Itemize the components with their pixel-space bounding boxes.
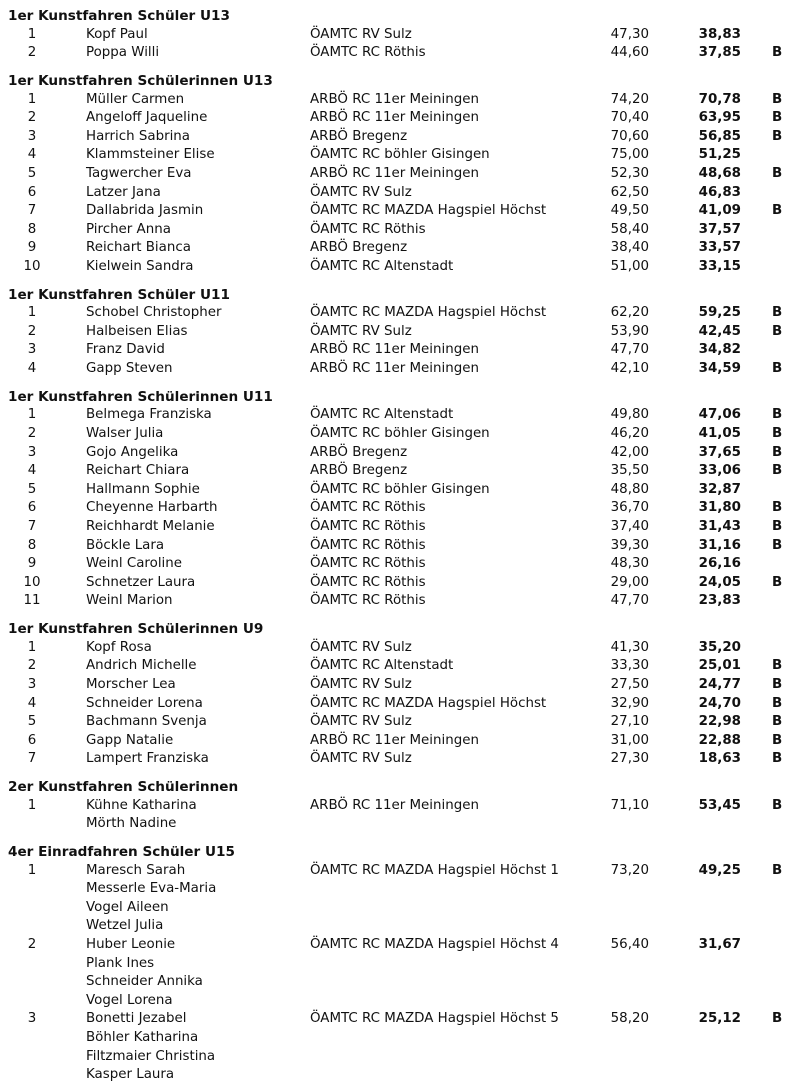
rank-cell: 5 xyxy=(27,481,37,497)
score-raw: 51,00 xyxy=(610,258,649,274)
b-marker: B xyxy=(772,751,783,767)
score-raw: 52,30 xyxy=(610,165,649,181)
results-section xyxy=(0,72,796,277)
result-row xyxy=(0,695,796,714)
rank-cell: 7 xyxy=(27,203,37,219)
club-name: ARBÖ RC 11er Meiningen xyxy=(310,342,479,358)
score-final: 37,65 xyxy=(698,444,741,460)
section-title: 1er Kunstfahren Schülerinnen U13 xyxy=(8,72,273,89)
score-final: 22,98 xyxy=(698,714,741,730)
score-raw: 75,00 xyxy=(610,147,649,163)
athlete-name: Lampert Franziska xyxy=(86,751,209,767)
rank-cell: 2 xyxy=(27,426,37,442)
result-row xyxy=(0,26,796,45)
club-name: ÖAMTC RC MAZDA Hagspiel Höchst xyxy=(310,305,547,321)
score-raw: 48,80 xyxy=(610,481,649,497)
result-row-member xyxy=(0,992,796,1011)
score-final: 22,88 xyxy=(698,732,741,748)
score-final: 59,25 xyxy=(698,305,741,321)
rank-cell: 2 xyxy=(27,110,37,126)
athlete-name: Schneider Lorena xyxy=(86,695,203,711)
score-raw: 47,70 xyxy=(610,342,649,358)
athlete-name: Bonetti Jezabel xyxy=(86,1011,187,1027)
score-raw: 70,40 xyxy=(610,110,649,126)
score-raw: 49,80 xyxy=(610,407,649,423)
result-row-member xyxy=(0,917,796,936)
b-marker: B xyxy=(772,714,783,730)
result-row xyxy=(0,732,796,751)
club-name: ÖAMTC RC MAZDA Hagspiel Höchst xyxy=(310,203,547,219)
score-final: 48,68 xyxy=(698,165,741,181)
result-row xyxy=(0,518,796,537)
score-raw: 46,20 xyxy=(610,426,649,442)
score-raw: 35,50 xyxy=(610,463,649,479)
score-final: 31,16 xyxy=(698,537,741,553)
club-name: ÖAMTC RC Röthis xyxy=(310,45,426,61)
score-raw: 47,30 xyxy=(610,26,649,42)
rank-cell: 1 xyxy=(27,305,37,321)
score-raw: 49,50 xyxy=(610,203,649,219)
rank-cell: 7 xyxy=(27,519,37,534)
result-row xyxy=(0,574,796,593)
athlete-name: Kopf Paul xyxy=(86,26,148,42)
score-raw: 27,30 xyxy=(610,751,649,767)
club-name: ÖAMTC RC Röthis xyxy=(310,221,426,237)
club-name: ÖAMTC RC MAZDA Hagspiel Höchst 5 xyxy=(310,1011,559,1027)
athlete-name: Andrich Michelle xyxy=(86,658,197,674)
club-name: ÖAMTC RC Röthis xyxy=(310,593,426,609)
b-marker: B xyxy=(772,732,783,748)
result-row xyxy=(0,221,796,240)
score-raw: 41,30 xyxy=(610,639,649,655)
rank-cell: 9 xyxy=(27,240,37,256)
score-raw: 29,00 xyxy=(610,574,649,590)
score-final: 18,63 xyxy=(698,751,741,767)
score-raw: 56,40 xyxy=(610,937,649,953)
club-name: ÖAMTC RC Altenstadt xyxy=(310,407,454,423)
b-marker: B xyxy=(772,165,783,181)
result-row xyxy=(0,341,796,360)
club-name: ÖAMTC RC MAZDA Hagspiel Höchst 4 xyxy=(310,937,559,953)
athlete-name: Weinl Marion xyxy=(86,593,173,609)
result-row-member xyxy=(0,815,796,834)
rank-cell: 5 xyxy=(27,714,37,730)
score-raw: 73,20 xyxy=(610,862,649,878)
athlete-name: Messerle Eva-Maria xyxy=(86,881,217,897)
result-row xyxy=(0,462,796,481)
section-title: 4er Einradfahren Schüler U15 xyxy=(8,844,235,861)
score-final: 25,12 xyxy=(698,1011,741,1027)
rank-cell: 10 xyxy=(23,258,41,274)
athlete-name: Müller Carmen xyxy=(86,91,185,107)
score-raw: 27,10 xyxy=(610,714,649,730)
club-name: ÖAMTC RC MAZDA Hagspiel Höchst xyxy=(310,695,547,711)
score-final: 32,87 xyxy=(698,481,741,497)
athlete-name: Dallabrida Jasmin xyxy=(86,203,204,219)
result-row xyxy=(0,406,796,425)
score-raw: 70,60 xyxy=(610,128,649,144)
score-raw: 27,50 xyxy=(610,676,649,692)
club-name: ÖAMTC RC MAZDA Hagspiel Höchst 1 xyxy=(310,862,559,878)
b-marker: B xyxy=(772,1011,783,1027)
athlete-name: Maresch Sarah xyxy=(86,862,186,878)
athlete-name: Schobel Christopher xyxy=(86,305,222,321)
rank-cell: 2 xyxy=(27,658,37,674)
athlete-name: Morscher Lea xyxy=(86,676,176,692)
athlete-name: Belmega Franziska xyxy=(86,407,212,423)
club-name: ÖAMTC RC Altenstadt xyxy=(310,258,454,274)
rank-cell: 1 xyxy=(27,862,37,878)
b-marker: B xyxy=(772,574,783,590)
athlete-name: Kielwein Sandra xyxy=(86,258,194,274)
club-name: ÖAMTC RC böhler Gisingen xyxy=(310,481,490,497)
score-final: 31,80 xyxy=(698,500,741,516)
club-name: ARBÖ RC 11er Meiningen xyxy=(310,361,479,377)
b-marker: B xyxy=(772,500,783,516)
club-name: ÖAMTC RC böhler Gisingen xyxy=(310,147,490,163)
result-row xyxy=(0,165,796,184)
rank-cell: 3 xyxy=(27,676,37,692)
score-raw: 42,00 xyxy=(610,444,649,460)
athlete-name: Reichart Chiara xyxy=(86,463,190,479)
club-name: ÖAMTC RV Sulz xyxy=(310,714,412,730)
athlete-name: Mörth Nadine xyxy=(86,816,177,832)
rank-cell: 3 xyxy=(27,444,37,460)
b-marker: B xyxy=(772,463,783,479)
b-marker: B xyxy=(772,444,783,460)
result-row xyxy=(0,184,796,203)
result-row xyxy=(0,128,796,147)
athlete-name: Filtzmaier Christina xyxy=(86,1048,216,1064)
rank-cell: 11 xyxy=(23,593,41,609)
result-row xyxy=(0,936,796,955)
score-final: 25,01 xyxy=(698,658,741,674)
athlete-name: Gapp Natalie xyxy=(86,732,174,748)
score-final: 35,20 xyxy=(698,639,741,655)
athlete-name: Böhler Katharina xyxy=(86,1030,199,1045)
result-row xyxy=(0,444,796,463)
b-marker: B xyxy=(772,305,783,321)
rank-cell: 8 xyxy=(27,537,37,553)
result-row xyxy=(0,592,796,611)
athlete-name: Franz David xyxy=(86,342,165,358)
b-marker: B xyxy=(772,407,783,423)
rank-cell: 4 xyxy=(27,695,37,711)
rank-cell: 1 xyxy=(27,26,37,42)
score-final: 34,59 xyxy=(698,361,741,377)
section-title: 2er Kunstfahren Schülerinnen xyxy=(8,779,239,796)
result-row-member xyxy=(0,955,796,974)
score-raw: 62,20 xyxy=(610,305,649,321)
result-row xyxy=(0,304,796,323)
score-final: 47,06 xyxy=(698,407,741,423)
rank-cell: 8 xyxy=(27,221,37,237)
club-name: ARBÖ RC 11er Meiningen xyxy=(310,110,479,126)
rank-cell: 6 xyxy=(27,184,37,200)
athlete-name: Kasper Laura xyxy=(86,1067,175,1083)
athlete-name: Wetzel Julia xyxy=(86,918,164,934)
club-name: ARBÖ RC 11er Meiningen xyxy=(310,91,479,107)
club-name: ARBÖ Bregenz xyxy=(310,240,408,256)
score-raw: 32,90 xyxy=(610,695,649,711)
rank-cell: 2 xyxy=(27,323,37,339)
athlete-name: Kopf Rosa xyxy=(86,639,152,655)
result-row xyxy=(0,862,796,881)
score-raw: 42,10 xyxy=(610,361,649,377)
score-raw: 31,00 xyxy=(610,732,649,748)
results-section xyxy=(0,7,796,63)
score-raw: 48,30 xyxy=(610,556,649,572)
score-final: 41,09 xyxy=(698,203,741,219)
result-row xyxy=(0,202,796,221)
result-row-member xyxy=(0,1066,796,1085)
athlete-name: Halbeisen Elias xyxy=(86,323,188,339)
score-final: 33,15 xyxy=(698,258,741,274)
athlete-name: Bachmann Svenja xyxy=(86,714,207,730)
section-title: 1er Kunstfahren Schüler U11 xyxy=(8,286,230,303)
score-final: 24,05 xyxy=(698,574,741,590)
club-name: ÖAMTC RC Röthis xyxy=(310,574,426,590)
score-final: 33,06 xyxy=(698,463,741,479)
score-raw: 58,40 xyxy=(610,221,649,237)
club-name: ÖAMTC RC Altenstadt xyxy=(310,658,454,674)
club-name: ARBÖ RC 11er Meiningen xyxy=(310,797,479,813)
b-marker: B xyxy=(772,110,783,126)
athlete-name: Vogel Lorena xyxy=(86,992,173,1008)
result-row xyxy=(0,239,796,258)
result-row xyxy=(0,109,796,128)
b-marker: B xyxy=(772,45,783,61)
result-row xyxy=(0,537,796,556)
result-row-member xyxy=(0,880,796,899)
b-marker: B xyxy=(772,537,783,553)
score-final: 24,77 xyxy=(698,676,741,692)
score-raw: 47,70 xyxy=(610,593,649,609)
athlete-name: Latzer Jana xyxy=(86,184,161,200)
b-marker: B xyxy=(772,676,783,692)
score-final: 49,25 xyxy=(698,862,741,878)
score-final: 38,83 xyxy=(698,26,741,42)
rank-cell: 1 xyxy=(27,91,37,107)
score-raw: 74,20 xyxy=(610,91,649,107)
rank-cell: 6 xyxy=(27,732,37,748)
score-final: 31,67 xyxy=(698,937,741,953)
result-row xyxy=(0,360,796,379)
score-raw: 37,40 xyxy=(610,519,649,534)
club-name: ÖAMTC RC Röthis xyxy=(310,537,426,553)
club-name: ÖAMTC RC Röthis xyxy=(310,519,426,534)
result-row-member xyxy=(0,899,796,918)
results-section xyxy=(0,620,796,769)
rank-cell: 9 xyxy=(27,556,37,572)
result-row xyxy=(0,750,796,769)
result-row-member xyxy=(0,1029,796,1048)
athlete-name: Kühne Katharina xyxy=(86,797,197,813)
b-marker: B xyxy=(772,323,783,339)
athlete-name: Harrich Sabrina xyxy=(86,128,190,144)
b-marker: B xyxy=(772,203,783,219)
athlete-name: Weinl Caroline xyxy=(86,556,183,572)
results-section xyxy=(0,388,796,611)
club-name: ARBÖ Bregenz xyxy=(310,444,408,460)
result-row xyxy=(0,639,796,658)
club-name: ARBÖ Bregenz xyxy=(310,128,408,144)
result-row xyxy=(0,657,796,676)
club-name: ÖAMTC RV Sulz xyxy=(310,751,412,767)
score-final: 56,85 xyxy=(698,128,741,144)
athlete-name: Schneider Annika xyxy=(86,974,203,990)
score-final: 37,57 xyxy=(698,221,741,237)
athlete-name: Reichart Bianca xyxy=(86,240,191,256)
rank-cell: 1 xyxy=(27,639,37,655)
b-marker: B xyxy=(772,695,783,711)
athlete-name: Böckle Lara xyxy=(86,537,165,553)
b-marker: B xyxy=(772,658,783,674)
results-section xyxy=(0,778,796,834)
athlete-name: Gapp Steven xyxy=(86,361,173,377)
rank-cell: 1 xyxy=(27,797,37,813)
rank-cell: 4 xyxy=(27,361,37,377)
b-marker: B xyxy=(772,797,783,813)
athlete-name: Poppa Willi xyxy=(86,45,160,61)
athlete-name: Cheyenne Harbarth xyxy=(86,500,218,516)
club-name: ARBÖ RC 11er Meiningen xyxy=(310,732,479,748)
club-name: ARBÖ Bregenz xyxy=(310,463,408,479)
athlete-name: Huber Leonie xyxy=(86,937,176,953)
athlete-name: Pircher Anna xyxy=(86,221,171,237)
result-row xyxy=(0,91,796,110)
score-final: 42,45 xyxy=(698,323,741,339)
score-raw: 39,30 xyxy=(610,537,649,553)
club-name: ÖAMTC RC böhler Gisingen xyxy=(310,426,490,442)
result-row xyxy=(0,323,796,342)
result-row-member xyxy=(0,973,796,992)
athlete-name: Vogel Aileen xyxy=(86,899,169,915)
result-row xyxy=(0,676,796,695)
b-marker: B xyxy=(772,128,783,144)
club-name: ÖAMTC RV Sulz xyxy=(310,639,412,655)
rank-cell: 6 xyxy=(27,500,37,516)
score-raw: 71,10 xyxy=(610,797,649,813)
score-final: 63,95 xyxy=(698,110,741,126)
section-title: 1er Kunstfahren Schülerinnen U11 xyxy=(8,388,273,405)
rank-cell: 1 xyxy=(27,407,37,423)
rank-cell: 5 xyxy=(27,165,37,181)
athlete-name: Schnetzer Laura xyxy=(86,574,196,590)
rank-cell: 3 xyxy=(27,128,37,144)
rank-cell: 4 xyxy=(27,463,37,479)
club-name: ÖAMTC RC Röthis xyxy=(310,556,426,572)
score-raw: 33,30 xyxy=(610,658,649,674)
rank-cell: 7 xyxy=(27,751,37,767)
athlete-name: Klammsteiner Elise xyxy=(86,147,215,163)
result-row xyxy=(0,713,796,732)
athlete-name: Reichhardt Melanie xyxy=(86,519,215,534)
score-raw: 62,50 xyxy=(610,184,649,200)
section-title: 1er Kunstfahren Schülerinnen U9 xyxy=(8,621,264,638)
b-marker: B xyxy=(772,862,783,878)
score-final: 31,43 xyxy=(698,519,741,534)
rank-cell: 2 xyxy=(27,45,37,61)
result-row xyxy=(0,481,796,500)
results-section xyxy=(0,286,796,379)
score-final: 33,57 xyxy=(698,240,741,256)
score-final: 37,85 xyxy=(698,45,741,61)
athlete-name: Gojo Angelika xyxy=(86,444,179,460)
score-raw: 38,40 xyxy=(610,240,649,256)
result-row-member xyxy=(0,1048,796,1067)
rank-cell: 10 xyxy=(23,574,41,590)
score-final: 51,25 xyxy=(698,147,741,163)
result-row xyxy=(0,44,796,63)
result-row xyxy=(0,258,796,277)
result-row xyxy=(0,555,796,574)
rank-cell: 3 xyxy=(27,1011,37,1027)
athlete-name: Plank Ines xyxy=(86,955,155,971)
result-row xyxy=(0,146,796,165)
result-row xyxy=(0,1010,796,1029)
rank-cell: 2 xyxy=(27,937,37,953)
score-final: 46,83 xyxy=(698,184,741,200)
club-name: ÖAMTC RV Sulz xyxy=(310,676,412,692)
result-row xyxy=(0,499,796,518)
score-raw: 58,20 xyxy=(610,1011,649,1027)
athlete-name: Tagwercher Eva xyxy=(86,165,192,181)
score-raw: 53,90 xyxy=(610,323,649,339)
score-final: 23,83 xyxy=(698,593,741,609)
score-raw: 36,70 xyxy=(610,500,649,516)
club-name: ÖAMTC RV Sulz xyxy=(310,184,412,200)
result-row xyxy=(0,797,796,816)
score-final: 41,05 xyxy=(698,426,741,442)
score-raw: 44,60 xyxy=(610,45,649,61)
score-final: 24,70 xyxy=(698,695,741,711)
result-row xyxy=(0,425,796,444)
rank-cell: 3 xyxy=(27,342,37,358)
score-final: 26,16 xyxy=(698,556,741,572)
score-final: 34,82 xyxy=(698,342,741,358)
club-name: ÖAMTC RV Sulz xyxy=(310,323,412,339)
section-title: 1er Kunstfahren Schüler U13 xyxy=(8,8,230,24)
club-name: ÖAMTC RC Röthis xyxy=(310,500,426,516)
rank-cell: 4 xyxy=(27,147,37,163)
athlete-name: Walser Julia xyxy=(86,426,164,442)
b-marker: B xyxy=(772,426,783,442)
b-marker: B xyxy=(772,91,783,107)
club-name: ARBÖ RC 11er Meiningen xyxy=(310,165,479,181)
b-marker: B xyxy=(772,361,783,377)
club-name: ÖAMTC RV Sulz xyxy=(310,26,412,42)
results-section xyxy=(0,843,796,1085)
score-final: 53,45 xyxy=(698,797,741,813)
athlete-name: Angeloff Jaqueline xyxy=(86,110,208,126)
score-final: 70,78 xyxy=(698,91,741,107)
b-marker: B xyxy=(772,519,783,534)
athlete-name: Hallmann Sophie xyxy=(86,481,200,497)
